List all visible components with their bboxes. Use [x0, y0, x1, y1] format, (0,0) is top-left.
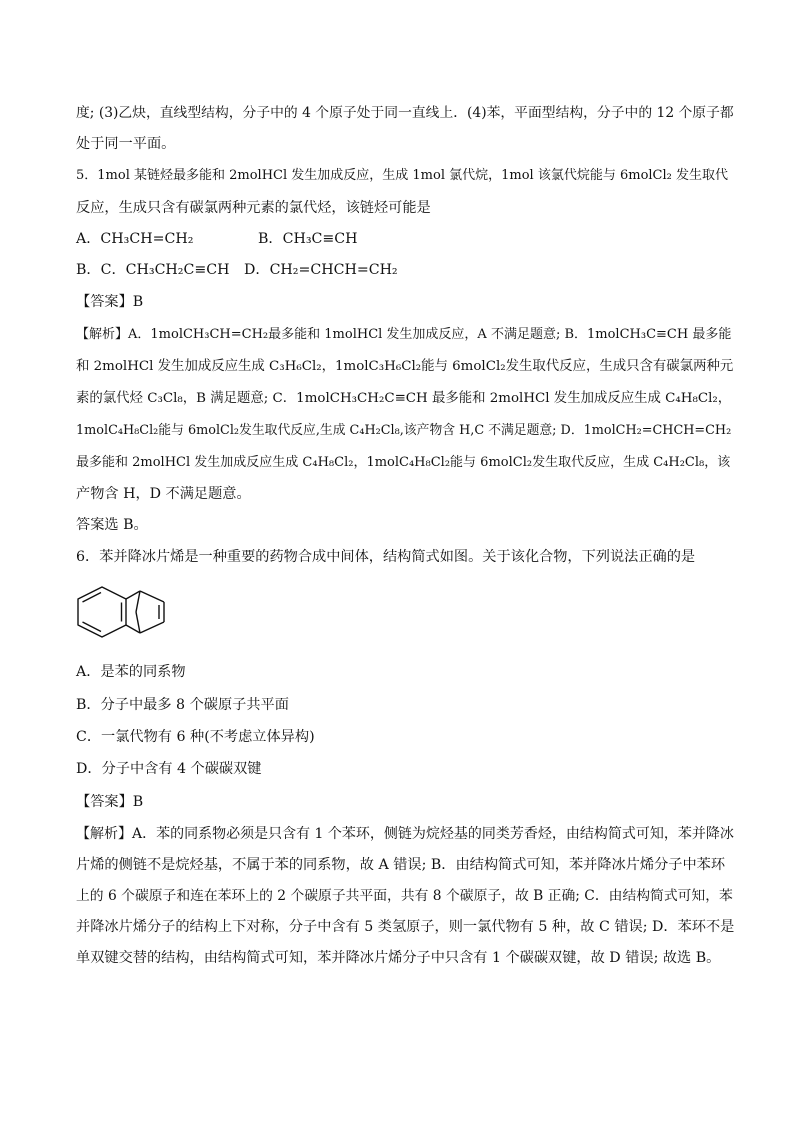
q6-analysis-line-5: 单双键交替的结构，由结构简式可知，苯并降冰片烯分子中只含有 1 个碳碳双键，故 D 错误; 故选 B。 — [76, 950, 721, 966]
q4-tail-line-1: 度; (3)乙炔，直线型结构，分子中的 4 个原子处于同一直线上．(4)苯，平面型结构，分子中的 12 个原子都 — [76, 105, 734, 121]
q5-option-c: B．C．CH₃CH₂C≡CH — [76, 262, 230, 278]
q6-option-c: C．一氯代物有 6 种(不考虑立体异构) — [76, 729, 315, 745]
q5-stem-line-2: 反应，生成只含有碳氯两种元素的氯代烃，该链烃可能是 — [76, 200, 431, 216]
benzonorbornadiene-structure — [74, 583, 186, 645]
q5-analysis-line-1: 【解析】A．1molCH₃CH=CH₂最多能和 1molHCl 发生加成反应，A 不满足题意; B．1molCH₃C≡CH 最多能 — [76, 327, 732, 342]
q6-analysis-line-4: 并降冰片烯分子的结构上下对称，分子中含有 5 类氢原子，则一氯代物有 5 种，故 C 错误; D．苯环不是 — [76, 919, 735, 935]
q5-answer: 【答案】B — [76, 294, 144, 310]
q6-option-a: A．是苯的同系物 — [76, 664, 186, 680]
q5-option-d: D．CH₂=CHCH=CH₂ — [244, 262, 398, 278]
q5-analysis-line-5: 最多能和 2molHCl 发生加成反应生成 C₄H₈Cl₂，1molC₄H₈Cl₂能与 6molCl₂发生取代反应，生成 C₄H₂Cl₈，该 — [76, 455, 731, 470]
q5-stem-line-1: 5．1mol 某链烃最多能和 2molHCl 发生加成反应，生成 1mol 氯代烷，1mol 该氯代烷能与 6molCl₂ 发生取代 — [76, 168, 728, 183]
q5-analysis-line-2: 和 2molHCl 发生加成反应生成 C₃H₆Cl₂，1molC₃H₆Cl₂能与 6molCl₂发生取代反应，生成只含有碳氯两种元 — [76, 359, 734, 374]
q5-analysis-line-3: 素的氯代烃 C₃Cl₈，B 满足题意; C．1molCH₃CH₂C≡CH 最多能和 2molHCl 发生加成反应生成 C₄H₈Cl₂， — [76, 391, 732, 406]
q6-analysis-line-1: 【解析】A．苯的同系物必须是只含有 1 个苯环，侧链为烷烃基的同类芳香烃，由结构简式可知，苯并降冰 — [76, 826, 734, 842]
q6-analysis-line-3: 上的 6 个碳原子和连在苯环上的 2 个碳原子共平面，共有 8 个碳原子，故 B 正确; C．由结构简式可知，苯 — [76, 888, 733, 904]
q6-option-b: B．分子中最多 8 个碳原子共平面 — [76, 697, 289, 713]
q5-final-answer: 答案选 B。 — [76, 517, 148, 533]
q5-options-row-2 — [76, 260, 716, 280]
q4-tail-line-2: 处于同一平面。 — [76, 136, 176, 152]
q6-option-d: D．分子中含有 4 个碳碳双键 — [76, 761, 262, 777]
q5-analysis-line-4: 1molC₄H₈Cl₂能与 6molCl₂发生取代反应,生成 C₄H₂Cl₈,该产物含 H,C 不满足题意; D．1molCH₂=CHCH=CH₂ — [76, 423, 732, 438]
q5-options-row-1 — [76, 229, 716, 249]
q6-stem: 6．苯并降冰片烯是一种重要的药物合成中间体，结构简式如图。关于该化合物，下列说法正确的是 — [76, 549, 696, 565]
q6-answer: 【答案】B — [76, 794, 144, 810]
q5-analysis-line-6: 产物含 H，D 不满足题意。 — [76, 486, 251, 502]
q6-analysis-line-2: 片烯的侧链不是烷烃基，不属于苯的同系物，故 A 错误; B．由结构简式可知，苯并降冰片烯分子中苯环 — [76, 857, 726, 873]
q5-option-a: A．CH₃CH=CH₂ — [76, 231, 194, 247]
q5-option-b: B．CH₃C≡CH — [258, 231, 358, 247]
